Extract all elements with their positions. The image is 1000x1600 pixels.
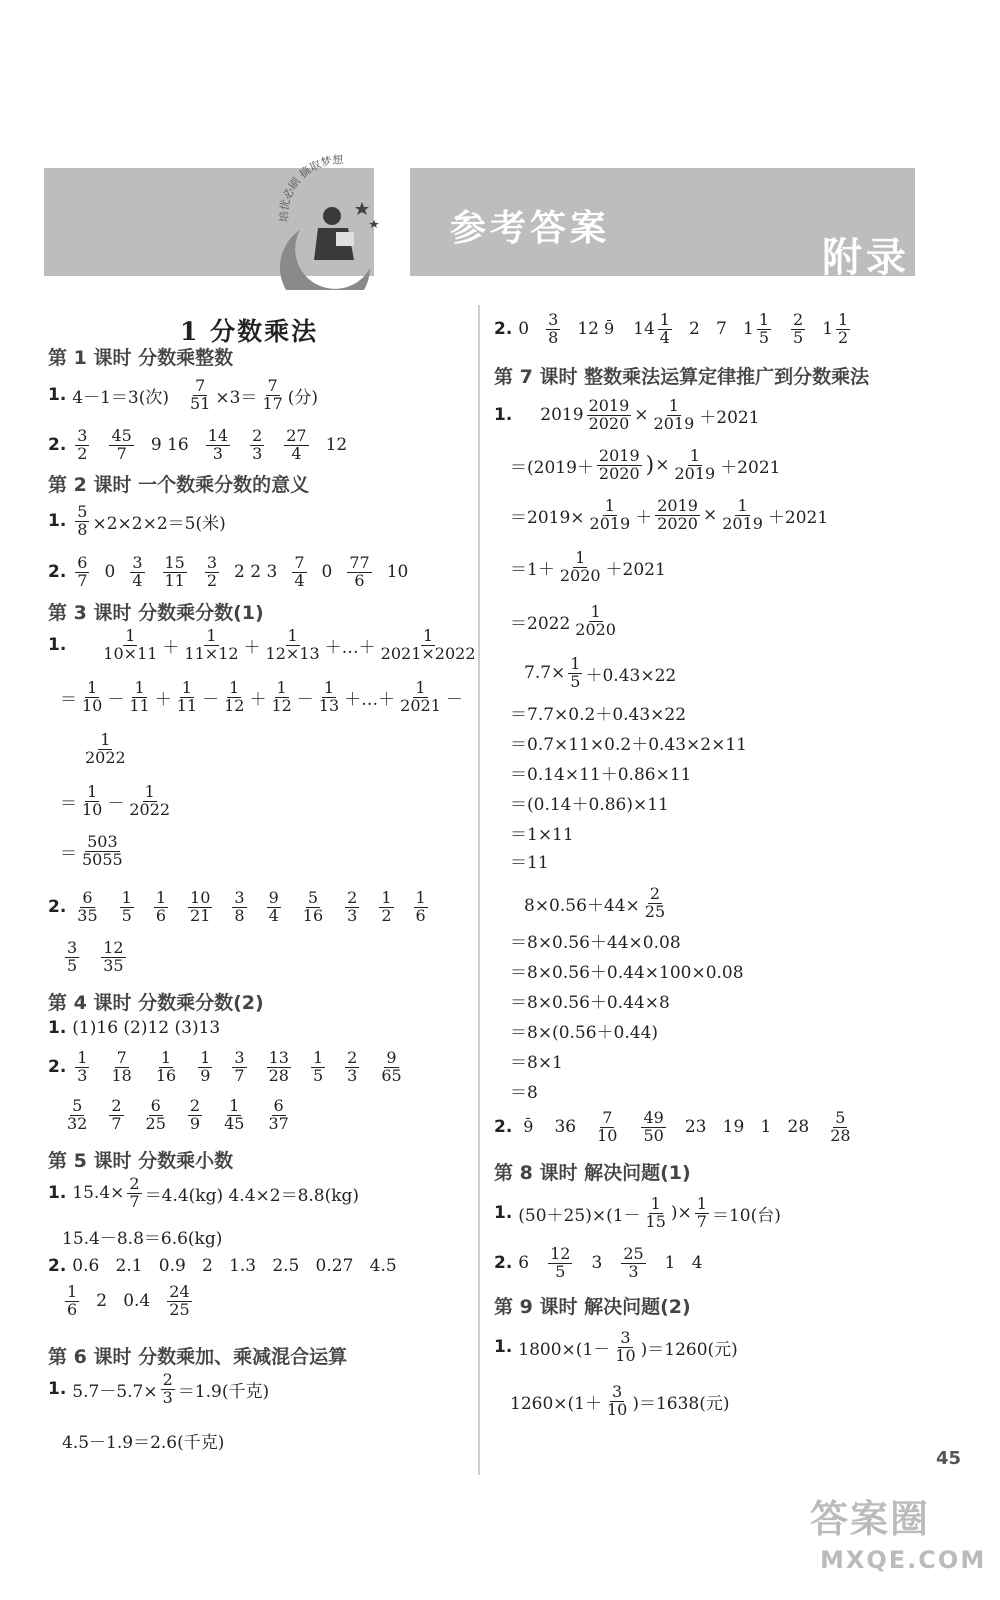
answer-line: ＝8×0.56＋44×0.08 — [510, 933, 681, 953]
times-sign: × — [702, 505, 718, 526]
lesson-heading: 第 2 课时 一个数乘分数的意义 — [48, 474, 310, 496]
fraction: $\frac{1}{2}$ — [838, 310, 849, 347]
answer-text: ＋2021 — [605, 559, 666, 580]
fraction: $\frac{3}{2}$ — [206, 553, 218, 590]
fraction: $\frac{2}{3}$ — [347, 888, 358, 925]
fraction: $\frac{2}{9}$ — [189, 1096, 201, 1133]
fraction: $\frac{1}{5}$ — [121, 888, 132, 925]
answer-line: ＝8×1 — [510, 1053, 563, 1073]
answer-line — [494, 398, 760, 433]
answer-text: ＝1.9(千克) — [177, 1381, 270, 1402]
fraction: $\frac{12}{5}$ — [550, 1244, 571, 1281]
fraction: $\frac{25}{3}$ — [623, 1244, 644, 1281]
answer-line — [494, 312, 853, 347]
answer-text: 4－1＝3(次) — [72, 387, 170, 408]
fraction: $\frac{2}{7}$ — [111, 1096, 122, 1133]
answer-text: ＝2019× — [510, 507, 585, 528]
question-number: 2. — [494, 1253, 513, 1274]
fraction: $\frac{6}{35}$ — [77, 888, 98, 925]
fraction: $\frac{3}{7}$ — [234, 1048, 245, 1085]
fraction: $\frac{6}{7}$ — [77, 553, 88, 590]
question-number: 1. — [48, 1183, 67, 1204]
fraction: $\frac{45}{7}$ — [111, 426, 132, 463]
answer-text: 1 4 — [664, 1253, 703, 1274]
fraction: $\frac{5}{28}$ — [830, 1108, 851, 1145]
answer-text: )× — [670, 1203, 692, 1224]
fraction: $\frac{1}{13}$ — [318, 678, 340, 715]
lesson-heading: 第 5 课时 分数乘小数 — [48, 1150, 234, 1172]
lesson-heading: 第 6 课时 分数乘加、乘减混合运算 — [48, 1346, 348, 1368]
fraction: $\frac{1}{5}$ — [570, 654, 581, 691]
fraction: $\frac{3}{10}$ — [615, 1328, 636, 1365]
answer-text: 36 — [554, 1117, 577, 1138]
ellipsis-sign: ＋…＋ — [324, 637, 376, 658]
plus-sign: ＋ — [249, 689, 267, 710]
plus-sign: ＋ — [635, 507, 653, 528]
answer-text: ＋2021 — [699, 407, 760, 428]
answer-line — [510, 1384, 730, 1419]
fraction: $\frac{1}{2019}$ — [653, 396, 695, 433]
fraction: $\frac{9}{65}$ — [381, 1048, 402, 1085]
minus-sign: － — [107, 689, 125, 710]
fraction: 9 — [523, 1117, 534, 1137]
question-number: 2. — [48, 562, 67, 583]
fraction: $\frac{1}{11}$ — [176, 678, 198, 715]
times-sign: × — [634, 405, 649, 426]
answer-text: )＝1260(元) — [640, 1339, 738, 1360]
answer-text: 1800×(1－ — [518, 1339, 611, 1360]
answer-line: ＝11 — [510, 853, 549, 873]
question-number: 1. — [494, 1203, 513, 1224]
plus-sign: ＋ — [154, 689, 172, 710]
answer-text: 15.4× — [72, 1183, 125, 1204]
answer-line — [494, 1196, 781, 1231]
answer-line — [48, 1018, 220, 1038]
watermark — [810, 1488, 987, 1588]
answer-text: 0.6 2.1 0.9 2 1.3 2.5 0.27 4.5 — [72, 1256, 397, 1276]
plus-sign: ＋ — [243, 637, 261, 658]
fraction: $\frac{1}{12}$ — [224, 678, 245, 715]
question-number: 1. — [494, 405, 513, 426]
answer-line — [494, 1246, 703, 1281]
answer-line: ＝8×0.56＋0.44×8 — [510, 993, 670, 1013]
fraction: $\frac{3}{2}$ — [77, 426, 88, 463]
fraction: $\frac{2}{5}$ — [793, 310, 804, 347]
question-number: 1. — [48, 635, 67, 656]
answer-line — [48, 555, 408, 590]
fraction: $\frac{1}{6}$ — [155, 888, 167, 925]
fraction: $\frac{1}{10}$ — [82, 678, 103, 715]
answer-text: ×3＝ — [215, 387, 258, 408]
fraction: $\frac{3}{8}$ — [234, 888, 245, 925]
section-heading: 1 分数乘法 — [180, 317, 319, 346]
answer-line — [48, 1256, 397, 1276]
answer-text: 7.7× — [524, 663, 566, 684]
answer-line — [62, 1284, 195, 1319]
answer-text: 0 — [518, 319, 530, 340]
answer-line — [524, 656, 676, 691]
answer-text: ＝2022 — [510, 613, 571, 634]
fraction: $\frac{2}{3}$ — [162, 1370, 173, 1407]
answer-text: 5.7－5.7× — [72, 1381, 158, 1402]
minus-sign: － — [202, 689, 220, 710]
answer-line — [510, 550, 666, 585]
answer-text: ＝1＋ — [510, 559, 555, 580]
answer-text: 2 2 3 — [234, 562, 278, 583]
page-title: 参考答案 — [450, 208, 611, 249]
fraction: $\frac{2}{7}$ — [129, 1174, 140, 1211]
fraction: $\frac{1}{10\times 11}$ — [103, 626, 158, 663]
fraction: $\frac{9}{4}$ — [268, 888, 279, 925]
answer-text: 14 — [633, 319, 655, 340]
watermark-domain: MXQE.COM — [820, 1546, 987, 1574]
answer-line: ＝8×0.56＋0.44×100×0.08 — [510, 963, 744, 983]
answer-text: 4.5－1.9＝2.6(千克) — [62, 1433, 225, 1453]
minus-sign: － — [296, 689, 314, 710]
fraction: $\frac{2019}{2020}$ — [588, 396, 630, 433]
fraction: $\frac{1}{2019}$ — [589, 496, 631, 533]
fraction: $\frac{5}{16}$ — [302, 888, 324, 925]
fraction: $\frac{1}{2}$ — [381, 888, 392, 925]
answer-text: 9 16 — [150, 435, 189, 456]
answer-line: ＝8 — [510, 1083, 538, 1103]
fraction: $\frac{5}{32}$ — [67, 1096, 88, 1133]
question-number: 2. — [48, 435, 67, 456]
fraction: $\frac{3}{4}$ — [132, 553, 143, 590]
fraction: $\frac{7}{4}$ — [294, 553, 305, 590]
question-number: 1. — [48, 1018, 67, 1038]
reading-child-logo-icon — [270, 150, 400, 290]
answer-line: ＝(0.14＋0.86)×11 — [510, 795, 669, 815]
answer-text: ＝(2019＋ — [510, 457, 594, 478]
answer-text: ＋2021 — [720, 457, 781, 478]
answer-line: ＝7.7×0.2＋0.43×22 — [510, 705, 687, 725]
fraction: $\frac{1}{2021}$ — [400, 678, 441, 715]
answer-line: ＝8×(0.56＋0.44) — [510, 1023, 659, 1043]
fraction: $\frac{3}{5}$ — [67, 938, 78, 975]
equals-sign: ＝ — [60, 843, 77, 864]
fraction: $\frac{1}{2020}$ — [559, 548, 601, 585]
fraction: $\frac{2019}{2020}$ — [598, 446, 640, 483]
answer-line: ＝0.14×11＋0.86×11 — [510, 765, 692, 785]
fraction: $\frac{2}{3}$ — [347, 1048, 358, 1085]
fraction: $\frac{27}{4}$ — [286, 426, 307, 463]
fraction: $\frac{24}{25}$ — [169, 1282, 190, 1319]
fraction: $\frac{1}{9}$ — [200, 1048, 211, 1085]
answer-line — [48, 1372, 269, 1407]
fraction: $\frac{5}{8}$ — [77, 502, 88, 539]
answer-line — [60, 680, 463, 715]
answer-line — [510, 604, 621, 639]
answer-text: ＝10(台) — [711, 1205, 781, 1226]
fraction: $\frac{14}{3}$ — [207, 426, 229, 463]
fraction: $\frac{77}{6}$ — [349, 553, 370, 590]
fraction: $\frac{1}{45}$ — [224, 1096, 245, 1133]
answer-line — [60, 784, 175, 819]
answer-line — [62, 940, 129, 975]
fraction: $\frac{1}{2019}$ — [674, 446, 716, 483]
fraction: $\frac{7}{18}$ — [111, 1048, 132, 1085]
answer-line — [80, 732, 131, 767]
answer-text: (1)16 (2)12 (3)13 — [72, 1018, 221, 1038]
answer-text: 3 — [591, 1253, 603, 1274]
answer-text: 12 — [325, 435, 348, 456]
times-sign: × — [655, 455, 670, 476]
ellipsis-sign: ＋…＋ — [344, 689, 396, 710]
answer-text: (分) — [287, 387, 319, 408]
answer-line: ＝0.7×11×0.2＋0.43×2×11 — [510, 735, 747, 755]
lesson-heading: 第 1 课时 分数乘整数 — [48, 347, 234, 369]
answer-line — [48, 1050, 407, 1085]
fraction: $\frac{7}{51}$ — [190, 376, 211, 413]
fraction: $\frac{10}{21}$ — [190, 888, 211, 925]
question-number: 2. — [48, 897, 67, 918]
answer-line — [60, 834, 128, 869]
fraction: $\frac{6}{37}$ — [268, 1096, 289, 1133]
answer-line — [62, 1098, 294, 1133]
fraction: $\frac{1}{5}$ — [758, 310, 770, 347]
fraction: $\frac{3}{10}$ — [606, 1382, 628, 1419]
answer-text: ×2×2×2＝5(米) — [92, 513, 226, 534]
fraction: $\frac{7}{17}$ — [262, 376, 283, 413]
question-number: 2. — [494, 1117, 513, 1138]
lesson-heading: 第 3 课时 分数乘分数(1) — [48, 602, 264, 624]
answer-text: 1 — [822, 319, 834, 340]
answer-text: 0 — [104, 562, 116, 583]
answer-line: ＝1×11 — [510, 825, 574, 845]
answer-text: 2019 — [540, 405, 584, 426]
answer-line — [48, 378, 318, 413]
fraction: $\frac{1}{4}$ — [659, 310, 670, 347]
fraction: 9 — [603, 319, 615, 339]
fraction: $\frac{13}{28}$ — [268, 1048, 289, 1085]
column-divider — [478, 305, 480, 1475]
fraction: $\frac{12}{35}$ — [103, 938, 124, 975]
answer-line — [48, 504, 226, 539]
logo-text: 培优必刷 摘取梦想 — [277, 153, 344, 223]
fraction: $\frac{1}{12}$ — [271, 678, 292, 715]
equals-sign: ＝ — [60, 793, 77, 814]
lesson-heading: 第 7 课时 整数乘法运算定律推广到分数乘法 — [494, 366, 870, 388]
answer-text: 23 19 1 28 — [684, 1117, 810, 1138]
answer-text: 0 — [321, 562, 333, 583]
answer-text: (50＋25)×(1－ — [518, 1205, 641, 1226]
fraction: $\frac{1}{2020}$ — [575, 602, 616, 639]
close-paren: ) — [645, 452, 655, 478]
question-number: 1. — [48, 1379, 67, 1400]
fraction: $\frac{1}{2021\times 2022}$ — [380, 626, 476, 663]
answer-line — [494, 1110, 856, 1145]
answer-text: 10 — [386, 562, 409, 583]
answer-text: 2 7 1 — [688, 319, 754, 340]
answer-line — [48, 428, 347, 463]
fraction: $\frac{1}{5}$ — [312, 1048, 324, 1085]
answer-text: 12 — [577, 319, 599, 340]
lesson-heading: 第 4 课时 分数乘分数(2) — [48, 992, 264, 1014]
fraction: $\frac{1}{11\times 12}$ — [184, 626, 239, 663]
question-number: 2. — [48, 1057, 67, 1078]
minus-sign: － — [107, 793, 125, 814]
question-number: 2. — [494, 319, 513, 340]
answer-line — [510, 448, 780, 483]
fraction: $\frac{503}{5055}$ — [82, 832, 123, 869]
fraction: $\frac{15}{11}$ — [164, 553, 185, 590]
fraction: $\frac{1}{6}$ — [415, 888, 426, 925]
watermark-chars: 答案圈 — [810, 1497, 931, 1541]
answer-text: 8×0.56＋44× — [524, 895, 640, 916]
answer-line — [524, 886, 670, 921]
answer-line — [62, 1428, 224, 1453]
fraction: $\frac{1}{16}$ — [155, 1048, 177, 1085]
question-number: 1. — [48, 511, 67, 532]
fraction: $\frac{1}{7}$ — [696, 1194, 707, 1231]
question-number: 2. — [48, 1256, 67, 1276]
lesson-heading: 第 9 课时 解决问题(2) — [494, 1296, 691, 1318]
equals-sign: ＝ — [60, 689, 77, 710]
answer-text: 15.4－8.8＝6.6(kg) — [62, 1229, 223, 1249]
fraction: $\frac{1}{2019}$ — [722, 496, 763, 533]
fraction: $\frac{2}{25}$ — [644, 884, 666, 921]
question-number: 1. — [494, 1337, 513, 1358]
fraction: $\frac{2}{3}$ — [252, 426, 263, 463]
fraction: $\frac{2019}{2020}$ — [657, 496, 698, 533]
lesson-heading: 第 8 课时 解决问题(1) — [494, 1162, 691, 1184]
answer-line — [510, 498, 828, 533]
fraction: $\frac{1}{10}$ — [82, 782, 103, 819]
answer-text: 2 0.4 — [96, 1291, 151, 1312]
fraction: $\frac{3}{8}$ — [548, 310, 559, 347]
answer-line — [62, 1224, 222, 1249]
answer-line — [494, 1330, 738, 1365]
fraction: $\frac{1}{11}$ — [129, 678, 150, 715]
fraction: $\frac{1}{2022}$ — [85, 730, 126, 767]
page-number: 45 — [936, 1448, 962, 1469]
minus-sign: － — [445, 689, 463, 710]
answer-text: 1260×(1＋ — [510, 1393, 602, 1414]
answer-text: )＝1638(元) — [632, 1393, 730, 1414]
plus-sign: ＋ — [162, 637, 180, 658]
appendix-label: 附录 — [822, 235, 910, 281]
fraction: $\frac{6}{25}$ — [145, 1096, 166, 1133]
answer-line — [48, 1176, 359, 1211]
fraction: $\frac{49}{50}$ — [643, 1108, 664, 1145]
fraction: $\frac{1}{6}$ — [67, 1282, 78, 1319]
answer-line — [48, 890, 431, 925]
question-number: 1. — [48, 385, 67, 406]
answer-text: ＋2021 — [767, 507, 829, 528]
answer-line — [48, 628, 481, 663]
fraction: $\frac{7}{10}$ — [597, 1108, 618, 1145]
fraction: $\frac{1}{15}$ — [645, 1194, 666, 1231]
fraction: $\frac{1}{2022}$ — [129, 782, 171, 819]
answer-text: ＋0.43×22 — [585, 665, 677, 686]
answer-text: ＝4.4(kg) 4.4×2＝8.8(kg) — [144, 1185, 360, 1206]
answer-text: 6 — [518, 1253, 530, 1274]
fraction: $\frac{1}{12\times 13}$ — [265, 626, 320, 663]
fraction: $\frac{1}{3}$ — [77, 1048, 88, 1085]
